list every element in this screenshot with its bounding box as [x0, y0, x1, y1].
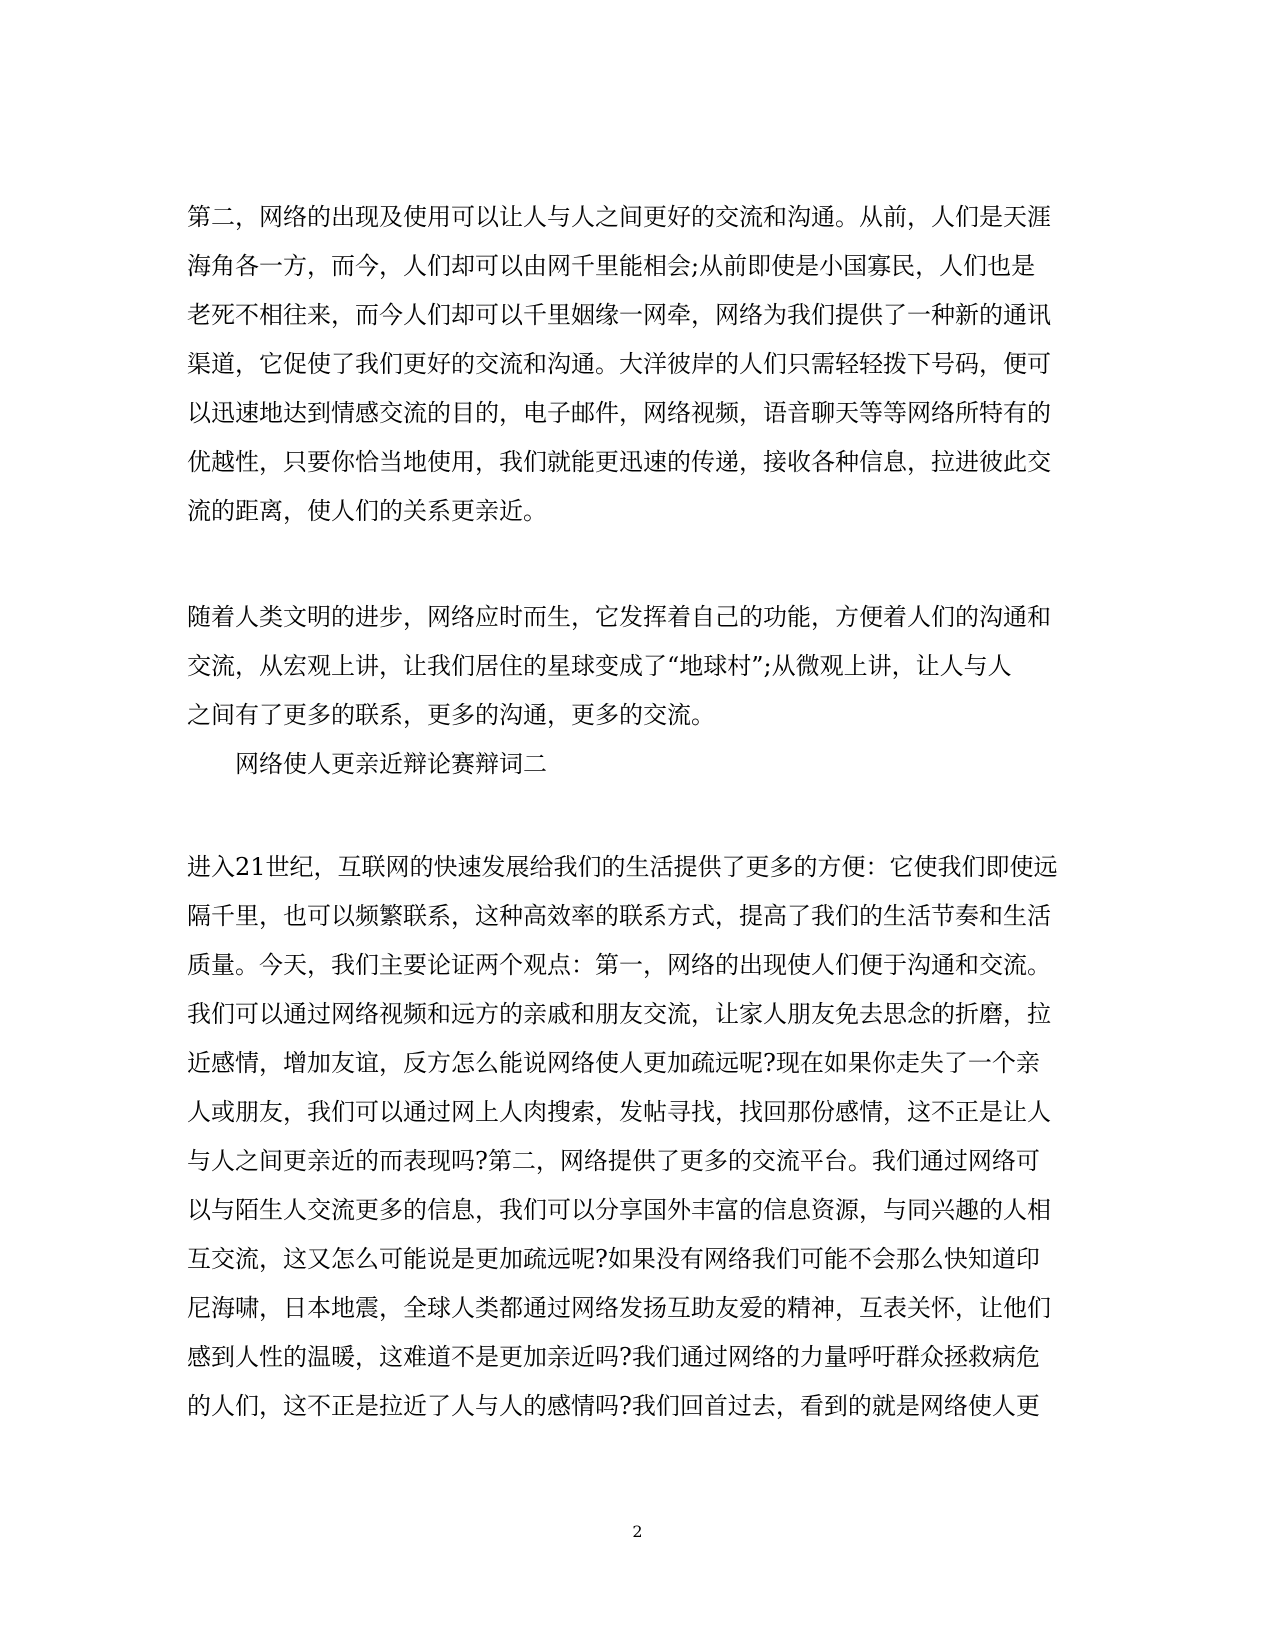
paragraph-line: 我们可以通过网络视频和远方的亲戚和朋友交流，让家人朋友免去思念的折磨，拉 [187, 1000, 1051, 1028]
paragraph-line: 以迅速地达到情感交流的目的，电子邮件，网络视频，语音聊天等等网络所特有的 [187, 399, 1051, 427]
paragraph-1 [187, 193, 1051, 536]
page-number: 2 [632, 1522, 643, 1541]
paragraph-line: 交流，从宏观上讲，让我们居住的星球变成了“地球村”;从微观上讲，让人与人 [187, 652, 1012, 680]
paragraph-line: 优越性，只要你恰当地使用，我们就能更迅速的传递，接收各种信息，拉进彼此交 [187, 448, 1051, 476]
paragraph-line: 尼海啸，日本地震，全球人类都通过网络发扬互助友爱的精神，互表关怀，让他们 [187, 1294, 1051, 1322]
paragraph-2 [187, 593, 1051, 740]
paragraph-line: 之间有了更多的联系，更多的沟通，更多的交流。 [187, 701, 715, 729]
paragraph-line: 渠道，它促使了我们更好的交流和沟通。大洋彼岸的人们只需轻轻拨下号码，便可 [187, 350, 1051, 378]
paragraph-line: 互交流，这又怎么可能说是更加疏远呢?如果没有网络我们可能不会那么快知道印 [187, 1245, 1040, 1273]
paragraph-line: 流的距离，使人们的关系更亲近。 [187, 497, 547, 525]
paragraph-line: 的人们，这不正是拉近了人与人的感情吗?我们回首过去，看到的就是网络使人更 [187, 1392, 1040, 1420]
paragraph-line: 隔千里，也可以频繁联系，这种高效率的联系方式，提高了我们的生活节奏和生活 [187, 902, 1051, 930]
paragraph-line: 第二，网络的出现及使用可以让人与人之间更好的交流和沟通。从前，人们是天涯 [187, 203, 1051, 231]
paragraph-line: 随着人类文明的进步，网络应时而生，它发挥着自己的功能，方便着人们的沟通和 [187, 603, 1051, 631]
paragraph-line: 人或朋友，我们可以通过网上人肉搜索，发帖寻找，找回那份感情，这不正是让人 [187, 1098, 1051, 1126]
paragraph-line: 近感情，增加友谊，反方怎么能说网络使人更加疏远呢?现在如果你走失了一个亲 [187, 1049, 1040, 1077]
section-heading: 网络使人更亲近辩论赛辩词二 [235, 750, 547, 778]
paragraph-line: 海角各一方，而今，人们却可以由网千里能相会;从前即使是小国寡民，人们也是 [187, 252, 1036, 280]
paragraph-line: 质量。今天，我们主要论证两个观点：第一，网络的出现使人们便于沟通和交流。 [187, 951, 1051, 979]
paragraph-line: 以与陌生人交流更多的信息，我们可以分享国外丰富的信息资源，与同兴趣的人相 [187, 1196, 1051, 1224]
paragraph-line: 进入21世纪，互联网的快速发展给我们的生活提供了更多的方便：它使我们即使远 [187, 853, 1058, 881]
paragraph-3 [187, 843, 1058, 1431]
paragraph-line: 感到人性的温暖，这难道不是更加亲近吗?我们通过网络的力量呼吁群众拯救病危 [187, 1343, 1040, 1371]
paragraph-line: 老死不相往来，而今人们却可以千里姻缘一网牵，网络为我们提供了一种新的通讯 [187, 301, 1051, 329]
paragraph-line: 与人之间更亲近的而表现吗?第二，网络提供了更多的交流平台。我们通过网络可 [187, 1147, 1040, 1175]
